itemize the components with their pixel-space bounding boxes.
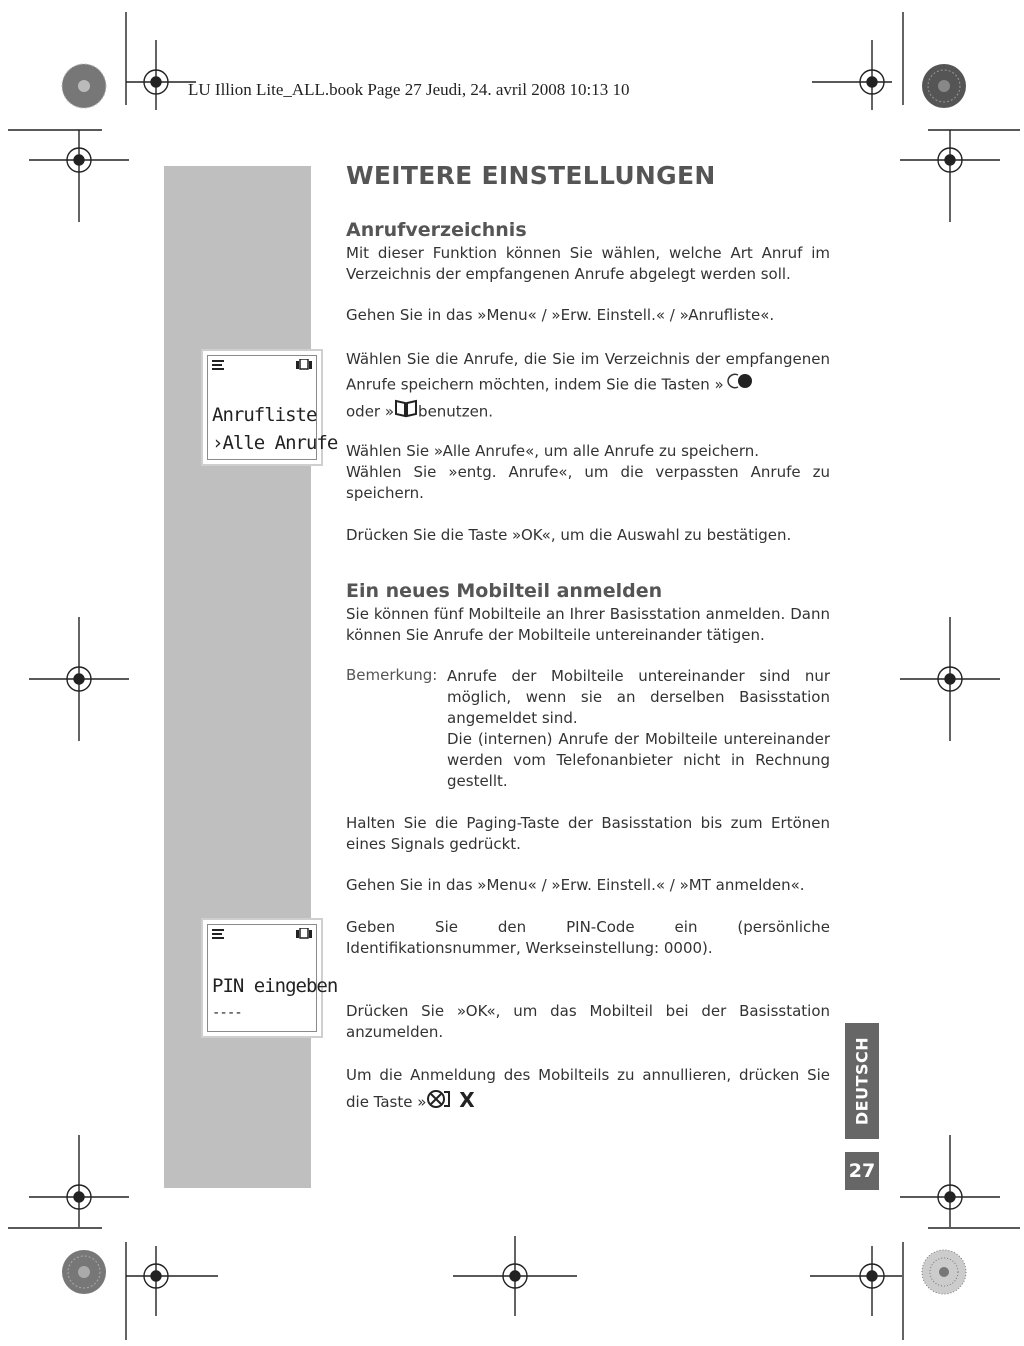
lcd-frame: [207, 924, 338, 1032]
paragraph: [346, 441, 830, 504]
note-label: Bemerkung:: [346, 666, 438, 684]
section-heading-anrufverzeichnis: Anrufverzeichnis: [346, 219, 527, 241]
paragraph: Drücken Sie die Taste »OK«, um die Auswahl zu bestätigen.: [346, 526, 792, 544]
lcd-line-2: ›Alle Anrufe: [212, 432, 338, 454]
page-title: WEITERE EINSTELLUNGEN: [346, 161, 716, 190]
cancel-key-icon: [426, 1089, 450, 1117]
paragraph: Gehen Sie in das »Menu« / »Erw. Einstell.« / »MT anmelden«.: [346, 876, 805, 894]
phonebook-key-icon: [394, 398, 418, 426]
paragraph-cancel: [346, 1063, 830, 1117]
language-tab-label: DEUTSCH: [852, 1036, 872, 1126]
paragraph: Halten Sie die Paging-Taste der Basisstation bis zum Ertönen eines Signals gedrückt.: [346, 814, 830, 853]
paragraph-text: Wählen Sie die Anrufe, die Sie im Verzeichnis der empfangenen Anrufe speichern möchten, indem Sie die Tasten »: [346, 350, 830, 394]
paragraph: Mit dieser Funktion können Sie wählen, welche Art Anruf im Verzeichnis der empfangenen Anrufe abgelegt werden soll.: [346, 244, 830, 283]
note-body: [447, 666, 830, 792]
note-paragraph: Anrufe der Mobilteile untereinander sind nur möglich, wenn sie an derselben Basisstation angemeldet sind.: [447, 667, 830, 727]
running-header: LU Illion Lite_ALL.book Page 27 Jeudi, 24. avril 2008 10:13 10: [188, 80, 630, 99]
note-paragraph: Die (internen) Anrufe der Mobilteile untereinander werden vom Telefonanbieter nicht in Rechnung gestellt.: [447, 730, 830, 790]
paragraph: Sie können fünf Mobilteile an Ihrer Basisstation anmelden. Dann können Sie Anrufe der Mobilteile untereinander tätigen.: [346, 605, 830, 644]
language-tab: [845, 1023, 879, 1139]
paragraph: Gehen Sie in das »Menu« / »Erw. Einstell.« / »Anrufliste«.: [346, 306, 775, 324]
paragraph-line: Wählen Sie »entg. Anrufe«, um die verpassten Anrufe zu speichern.: [346, 463, 830, 502]
battery-icon: [212, 360, 226, 370]
nav-key-icon: [724, 372, 754, 398]
lcd-display-anrufliste: [201, 349, 338, 466]
page-number: 27: [845, 1152, 879, 1190]
lcd-display-pin: [201, 918, 338, 1038]
signal-icon: [296, 928, 312, 939]
lcd-line-2: ----: [212, 1005, 242, 1021]
lcd-line-1: PIN eingeben: [212, 975, 338, 997]
paragraph-keys: [346, 347, 830, 426]
cancel-key-x: X: [459, 1088, 475, 1112]
paragraph: Geben Sie den PIN-Code ein (persönliche Identifikationsnummer, Werkseinstellung: 0000).: [346, 918, 830, 957]
section-heading-mobilteil-anmelden: Ein neues Mobilteil anmelden: [346, 580, 663, 602]
paragraph-text: oder »: [346, 402, 395, 421]
paragraph-text: benutzen.: [418, 402, 494, 421]
paragraph-line: Wählen Sie »Alle Anrufe«, um alle Anrufe zu speichern.: [346, 442, 759, 460]
paragraph: Drücken Sie »OK«, um das Mobilteil bei der Basisstation anzumelden.: [346, 1002, 830, 1041]
battery-icon: [212, 929, 226, 939]
lcd-line-1: Anrufliste: [212, 404, 317, 426]
lcd-frame: [207, 355, 338, 460]
paragraph-text: Um die Anmeldung des Mobilteils zu annullieren, drücken Sie die Taste »: [346, 1066, 830, 1111]
signal-icon: [296, 359, 312, 370]
